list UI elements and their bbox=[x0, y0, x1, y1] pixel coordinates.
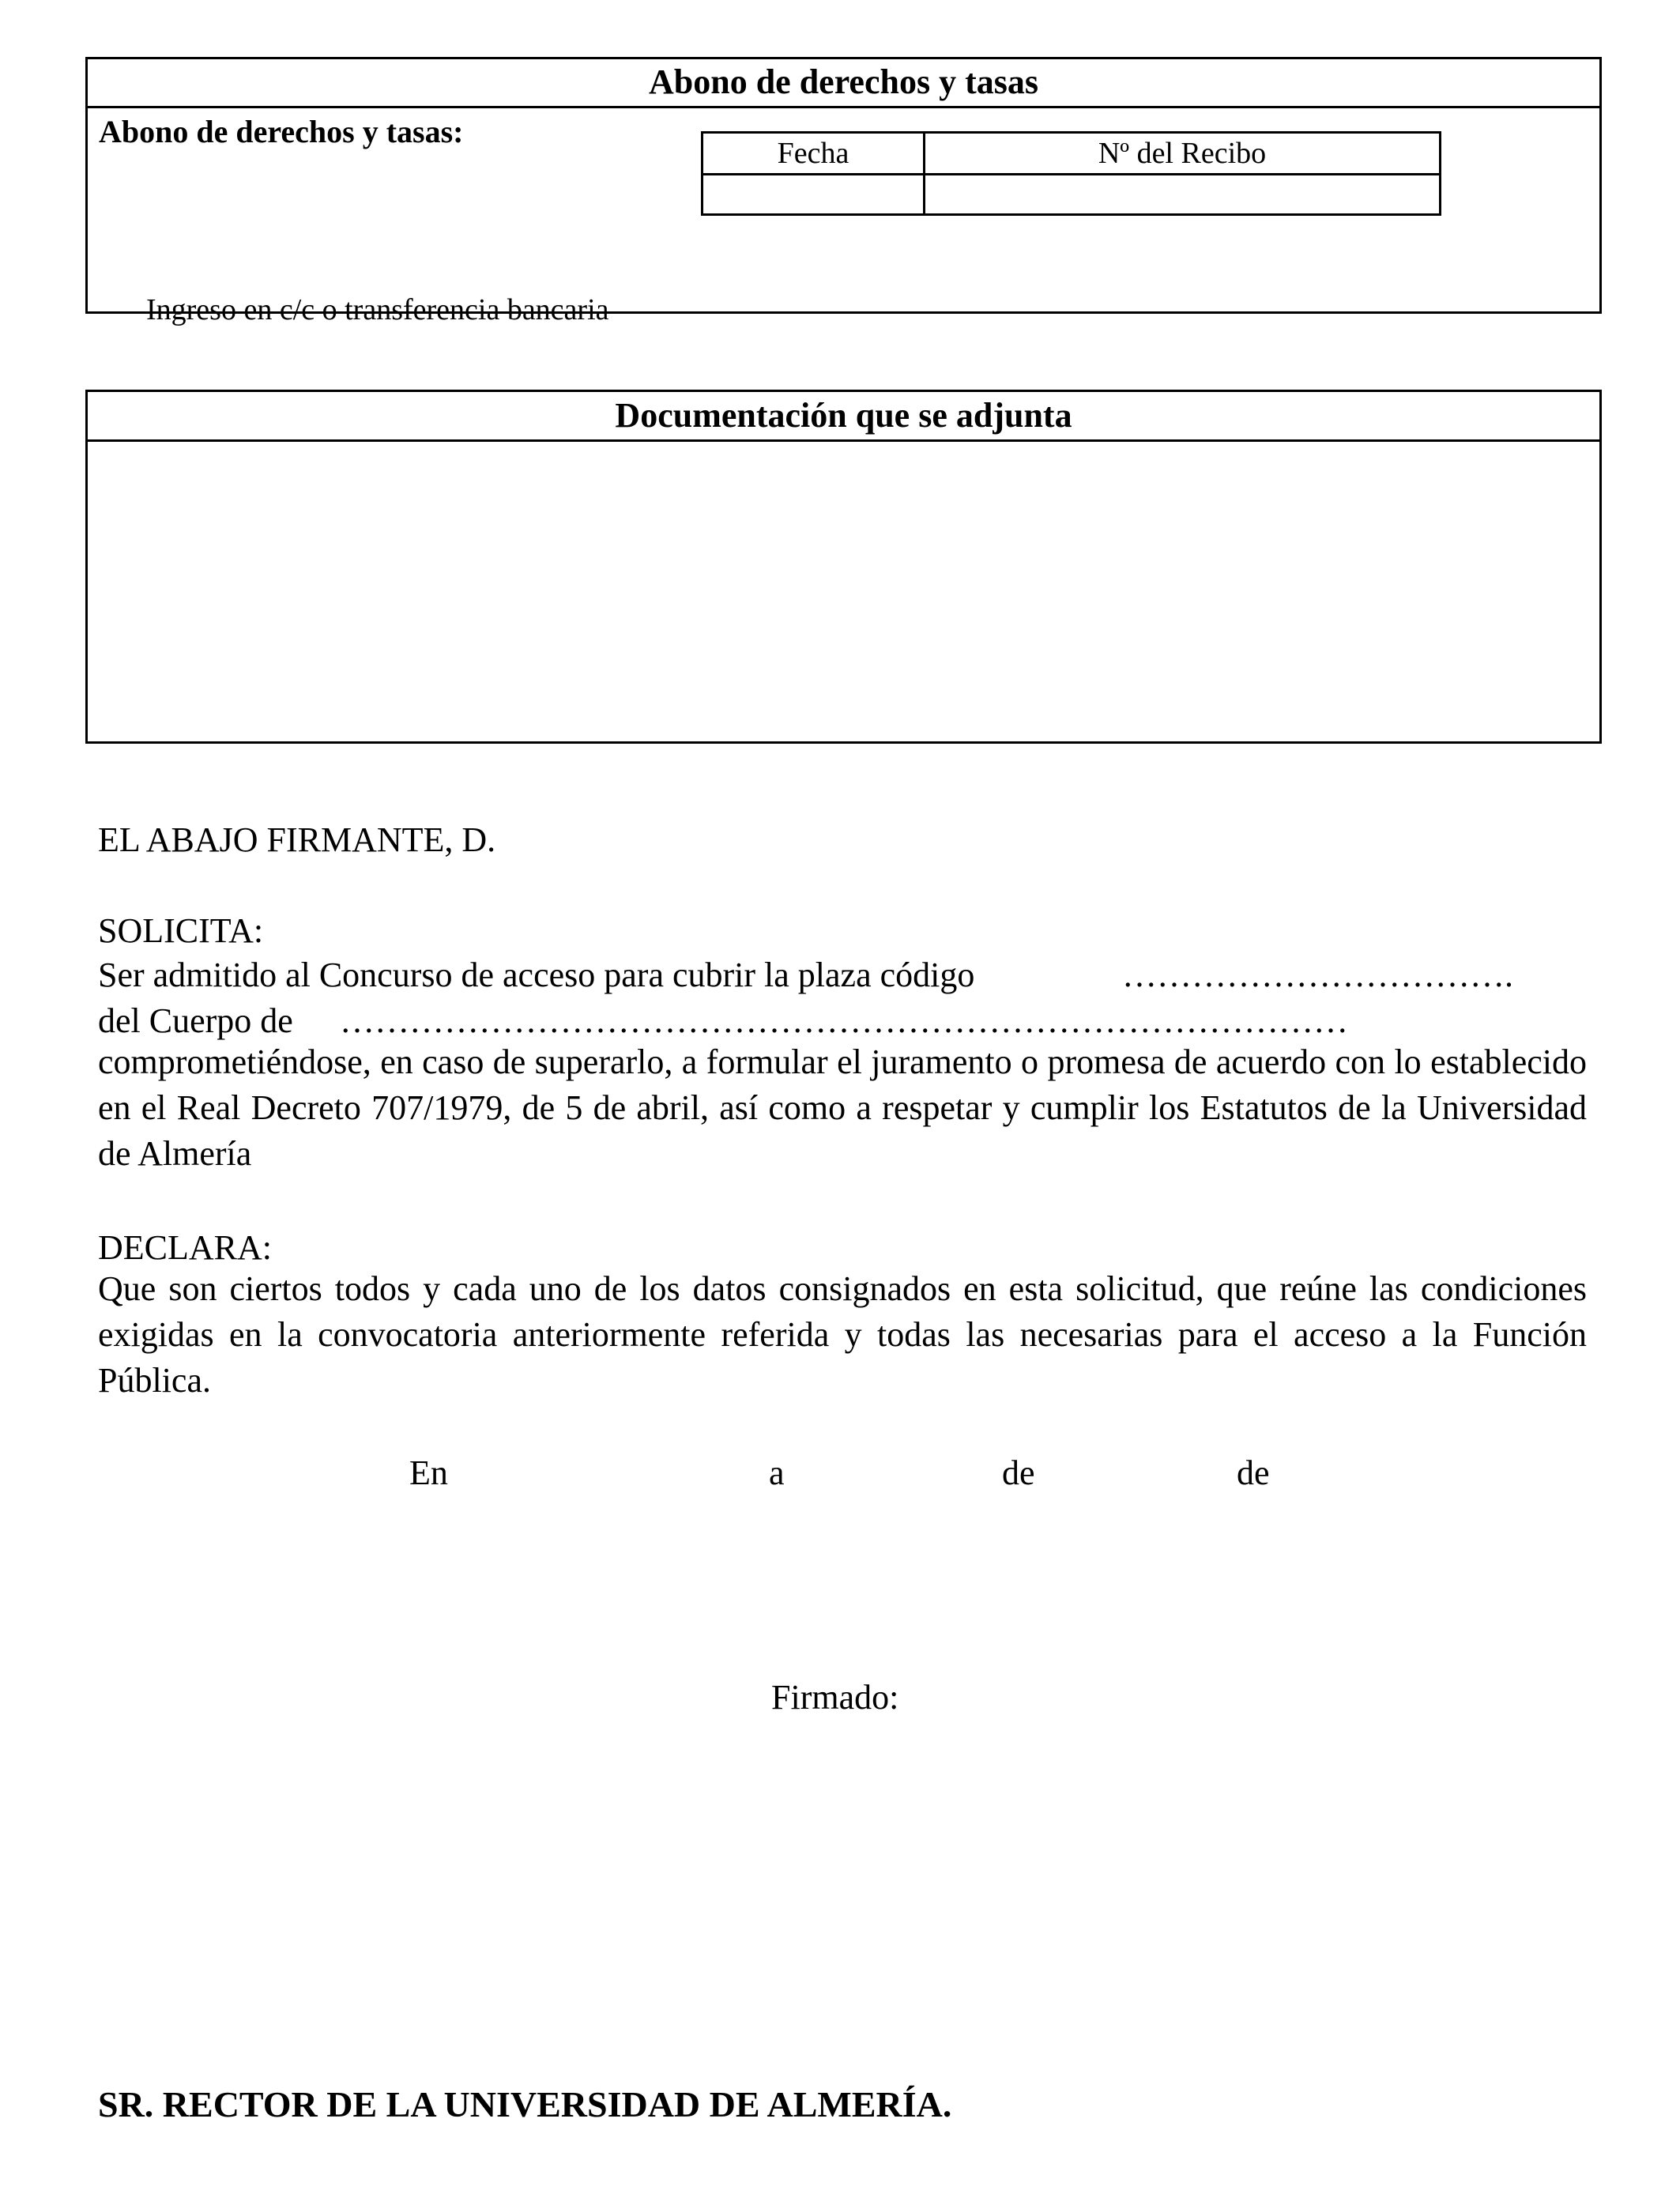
declaration-body: Que son ciertos todos y cada uno de los datos consignados en esta solicitud, que reúne las condiciones exigidas en la convocatoria anteriormente referida y todas las necesarias para el acceso a la Función Pública. bbox=[98, 1269, 1587, 1400]
addressee: SR. RECTOR DE LA UNIVERSIDAD DE ALMERÍA. bbox=[98, 2084, 952, 2124]
date-label-de-year: de bbox=[1237, 1453, 1270, 1492]
request-line-2: del Cuerpo de bbox=[98, 1001, 293, 1040]
request-line-1: Ser admitido al Concurso de acceso para cubrir la plaza código bbox=[98, 956, 975, 994]
signature-label: Firmado: bbox=[771, 1678, 899, 1717]
date-label-a: a bbox=[769, 1453, 785, 1492]
fees-subtitle: Abono de derechos y tasas: bbox=[99, 114, 464, 149]
attachments-section-title: Documentación que se adjunta bbox=[88, 392, 1599, 442]
receipt-date-header: Fecha bbox=[703, 133, 925, 175]
attachments-section bbox=[85, 390, 1602, 744]
request-heading: SOLICITA: bbox=[98, 911, 264, 950]
attachments-content-area[interactable] bbox=[88, 442, 1599, 741]
request-body: comprometiéndose, en caso de superarlo, a formular el juramento o promesa de acuerdo con lo establecido en el Real Decreto 707/1979, de 5 de abril, así como a respetar y cumplir los Estatutos de la Universidad de Almería bbox=[98, 1042, 1587, 1173]
place-label-en: En bbox=[409, 1453, 448, 1492]
signatory-line: EL ABAJO FIRMANTE, D. bbox=[98, 820, 496, 859]
date-label-de-month: de bbox=[1002, 1453, 1035, 1492]
receipt-table bbox=[701, 131, 1441, 216]
fees-section-title: Abono de derechos y tasas bbox=[88, 59, 1599, 108]
receipt-date-field[interactable] bbox=[703, 175, 925, 215]
receipt-number-header: Nº del Recibo bbox=[925, 133, 1441, 175]
declaration-heading: DECLARA: bbox=[98, 1228, 272, 1267]
plaza-code-field[interactable]: ……………………………. bbox=[1122, 958, 1513, 993]
receipt-number-field[interactable] bbox=[925, 175, 1441, 215]
payment-method-label: Ingreso en c/c o transferencia bancaria bbox=[146, 293, 609, 326]
cuerpo-field[interactable]: …………………………………………………………………………… bbox=[340, 1004, 1348, 1039]
